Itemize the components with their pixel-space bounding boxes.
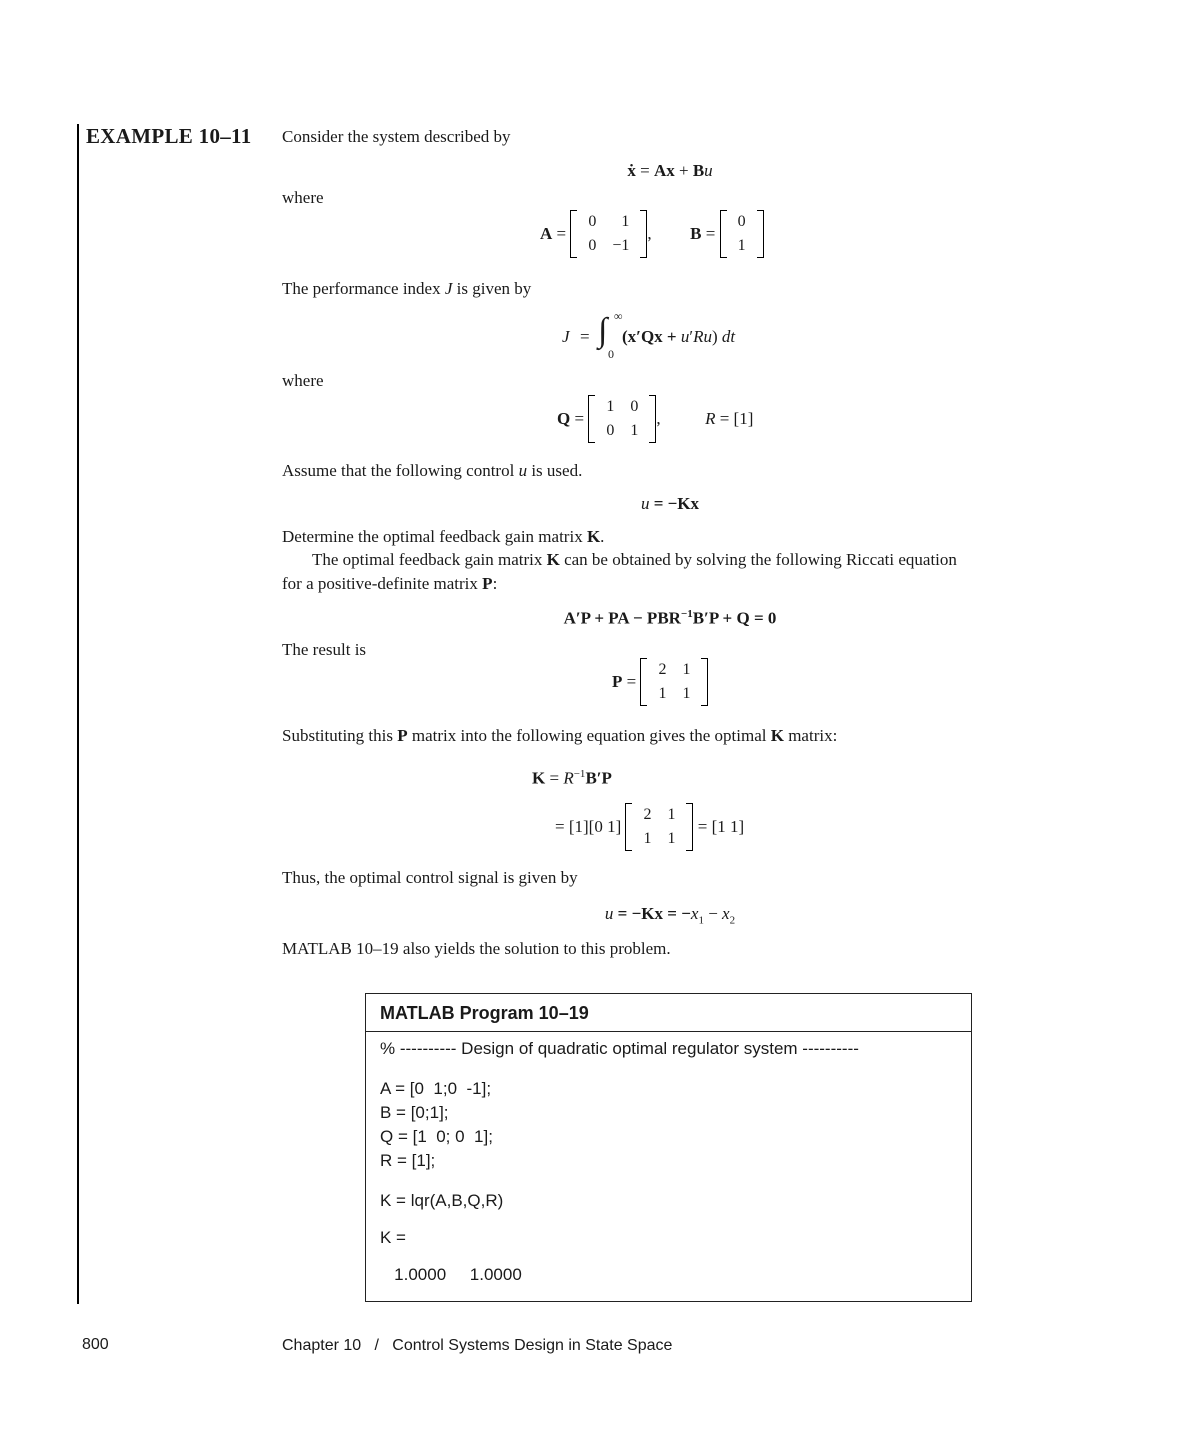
substituting-text: Substituting this P matrix into the following equation gives the optimal K matrix: xyxy=(282,726,838,745)
matlab-intro-text: MATLAB 10–19 also yields the solution to this problem. xyxy=(282,939,671,958)
eq-sign: = xyxy=(640,161,650,180)
matrix-b-label: B xyxy=(690,224,702,243)
example-label: EXAMPLE 10–11 xyxy=(86,124,252,148)
matrix-p-inline: 2 1 1 1 xyxy=(625,803,693,851)
optimal-control-signal: $u = -Kx = -x_1 - x_2$ xyxy=(604,904,736,927)
code-lqr: K = lqr(A,B,Q,R) xyxy=(380,1191,504,1210)
integral-sign: ∫ xyxy=(598,312,608,349)
matrix-b: 0 1 xyxy=(720,210,764,258)
matlab-program-title: MATLAB Program 10–19 xyxy=(366,994,971,1032)
matlab-program-box xyxy=(365,993,972,1302)
matrix-a: 0 1 0 −1 xyxy=(570,210,647,258)
code-output-values: 1.0000 1.0000 xyxy=(380,1265,522,1284)
b-term: B xyxy=(692,161,705,180)
optimal-text-line2: for a positive-definite matrix P: xyxy=(282,574,498,593)
determine-text: Determine the optimal feedback gain matrix K. xyxy=(282,527,605,546)
assume-text: Assume that the following control u is used. xyxy=(282,461,583,480)
scalar-r-label: R xyxy=(705,409,716,428)
matrix-p-label: P xyxy=(612,672,623,691)
riccati-equation: A′P + PA − $PBR^{-1}B'P + Q = 0$ xyxy=(563,608,777,628)
scalar-r-value: = [1] xyxy=(719,409,754,428)
intro-text: Consider the system described by xyxy=(282,127,511,146)
matrix-p: 2 1 1 1 xyxy=(640,658,708,706)
u-term: u xyxy=(704,161,713,180)
p-matrix-equation: P = 2 1 1 1 xyxy=(612,658,708,706)
margin-rule xyxy=(77,124,79,1304)
code-line: Q = [1 0; 0 1]; xyxy=(380,1127,493,1146)
code-line: B = [0;1]; xyxy=(380,1103,449,1122)
matrix-q: 1 0 0 1 xyxy=(588,395,656,443)
k-equation-2: = [1][0 1] 2 1 1 1 = [1 1] xyxy=(555,803,744,851)
system-equation xyxy=(282,161,1058,181)
matrix-a-label: A xyxy=(540,224,553,243)
k-equation-1: $K = R^{-1}B'P$ xyxy=(532,768,612,788)
plus-sign: + xyxy=(678,161,689,180)
qr-matrices: Q = 1 0 0 1 , R = [1] xyxy=(557,395,753,443)
matrix-q-label: Q xyxy=(557,409,571,428)
matlab-comment: % ---------- Design of quadratic optimal regulator system ---------- xyxy=(380,1039,859,1058)
where-text-1: where xyxy=(282,188,324,207)
page-number: 800 xyxy=(82,1336,109,1353)
thus-text: Thus, the optimal control signal is given by xyxy=(282,868,578,887)
chapter-footer: Chapter 10 / Control Systems Design in State Space xyxy=(282,1337,673,1354)
ab-matrices: A = 0 1 0 −1 , B = 0 1 xyxy=(540,210,764,258)
optimal-text-line1: The optimal feedback gain matrix K can be obtained by solving the following Riccati equation xyxy=(312,550,957,569)
x-dot: ẋ xyxy=(627,161,636,180)
control-law: u = −Kx xyxy=(640,494,700,513)
result-text: The result is xyxy=(282,640,367,659)
code-output-label: K = xyxy=(380,1228,406,1247)
where-text-2: where xyxy=(282,371,324,390)
code-line: A = [0 1;0 -1]; xyxy=(380,1079,492,1098)
ax-term: Ax xyxy=(653,161,675,180)
performance-text: The performance index J is given by xyxy=(282,279,532,298)
code-line: R = [1]; xyxy=(380,1151,436,1170)
